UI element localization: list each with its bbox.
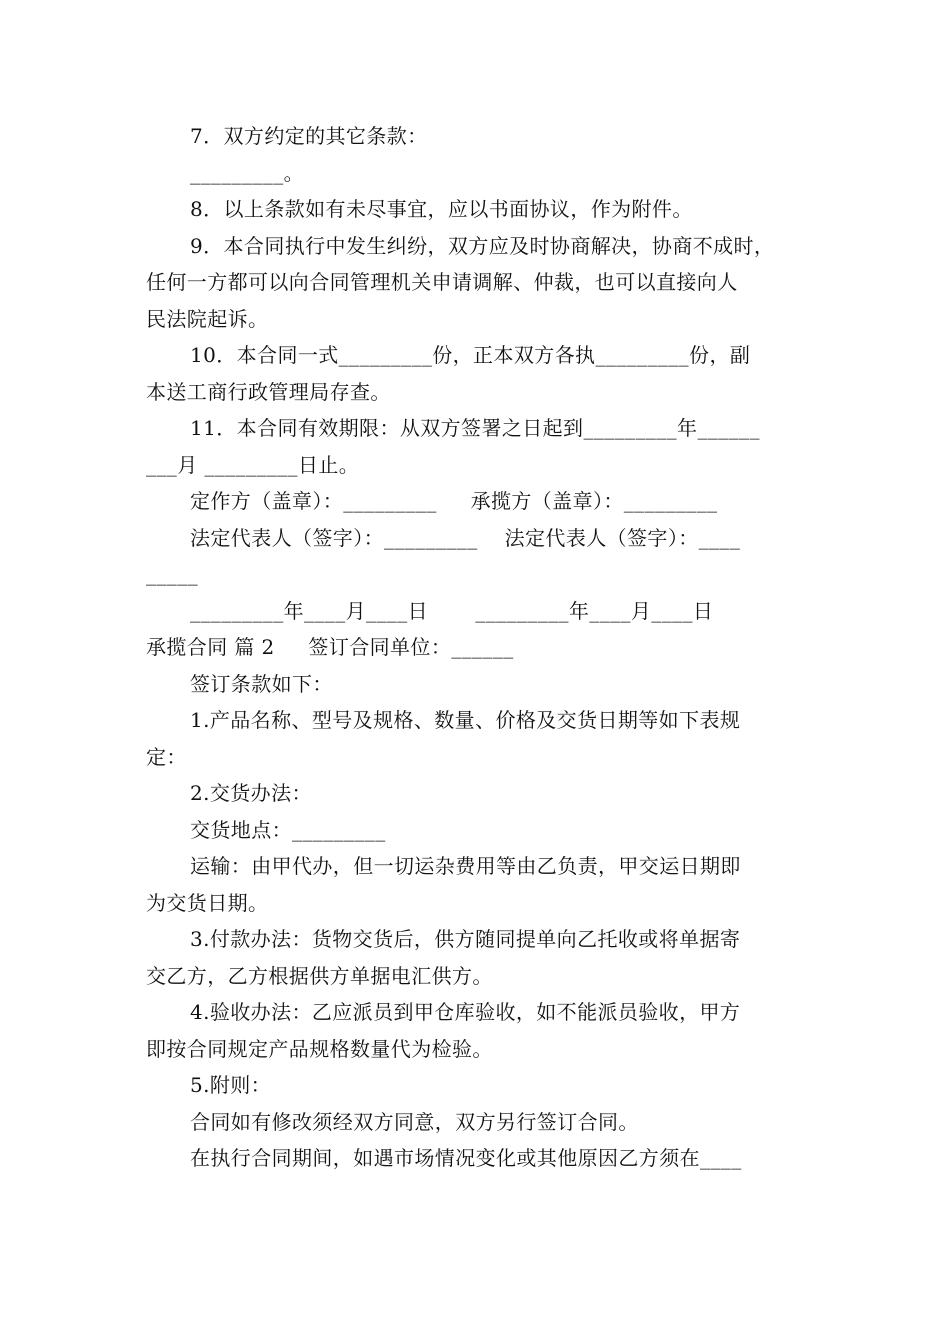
- text-line: _________年____月____日 _________年____月____日: [190, 598, 714, 623]
- text-line: 交乙方，乙方根据供方单据电汇供方。: [146, 963, 493, 988]
- text-line: 交货地点：_________: [190, 817, 386, 842]
- text-line: 10．本合同一式_________份，正本双方各执_________份，副: [190, 343, 751, 367]
- text-line: 定作方（盖章）：_________ 承揽方（盖章）：_________: [190, 489, 718, 513]
- text-line: 定：: [146, 744, 187, 769]
- text-line: ___月 _________日止。: [146, 452, 360, 477]
- text-line: 9．本合同执行中发生纠纷，双方应及时协商解决，协商不成时，: [190, 233, 775, 258]
- text-line: 7．双方约定的其它条款：: [190, 124, 428, 148]
- text-line: _____: [146, 562, 198, 586]
- document-body: [146, 118, 814, 1177]
- text-line: 在执行合同期间，如遇市场情况变化或其他原因乙方须在____: [190, 1146, 742, 1170]
- text-line: 为交货日期。: [146, 890, 269, 915]
- text-line: 签订条款如下：: [190, 671, 333, 696]
- text-line: 运输：由甲代办，但一切运杂费用等由乙负责，甲交运日期即: [190, 854, 741, 878]
- text-line: 承揽合同 篇 2 签订合同单位：______: [146, 635, 514, 659]
- text-line: 2.交货办法：: [190, 781, 312, 805]
- text-line: 任何一方都可以向合同管理机关申请调解、仲裁，也可以直接向人: [146, 270, 738, 294]
- text-line: 合同如有修改须经双方同意，双方另行签订合同。: [190, 1109, 639, 1134]
- text-line: _________。: [190, 160, 304, 185]
- text-line: 11．本合同有效期限：从双方签署之日起到_________年______: [190, 416, 760, 440]
- text-line: 1.产品名称、型号及规格、数量、价格及交货日期等如下表规: [190, 708, 741, 732]
- text-line: 8．以上条款如有未尽事宜，应以书面协议，作为附件。: [190, 197, 693, 221]
- text-line: 5.附则：: [190, 1073, 272, 1097]
- text-line: 法定代表人（签字）：_________ 法定代表人（签字）：____: [190, 525, 741, 550]
- text-line: 4.验收办法：乙应派员到甲仓库验收，如不能派员验收，甲方: [190, 1000, 741, 1024]
- text-line: 3.付款办法：货物交货后，供方随同提单向乙托收或将单据寄: [190, 927, 741, 951]
- text-line: 本送工商行政管理局存查。: [146, 379, 391, 404]
- text-line: 民法院起诉。: [146, 306, 269, 331]
- text-line: 即按合同规定产品规格数量代为检验。: [146, 1036, 493, 1061]
